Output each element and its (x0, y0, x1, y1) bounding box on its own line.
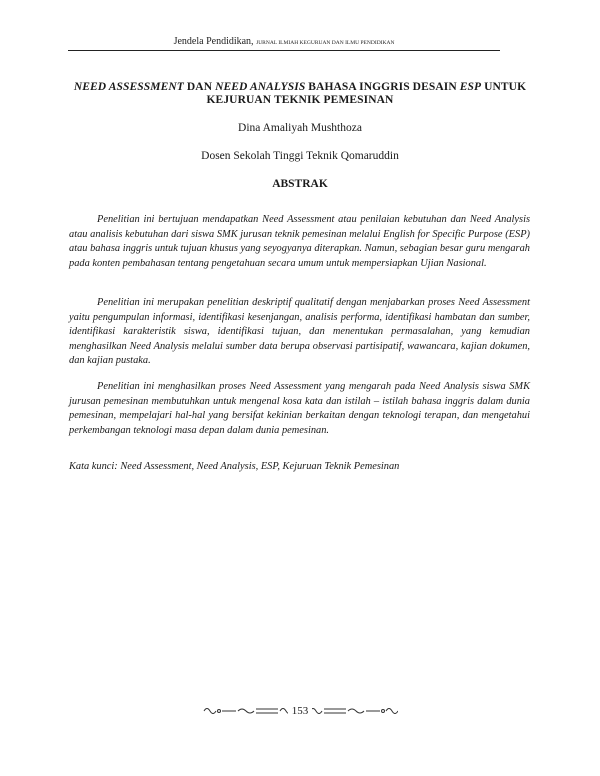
abstract-paragraph-text: Penelitian ini bertujuan mendapatkan Need Assessment atau penilaian kebutuhan dan Need Analysis atau analisis kebutuhan dari siswa SMK jurusan teknik pemesinan melalui English for Specific Purpose (ESP) atau bahasa inggris untuk tujuan khusus yang seyogyanya diterapkan. Namun, sebagian besar guru mengarah pada konten pembahasan tentang pengetahuan secara umum untuk mempersiapkan Ujian Nasional. (69, 214, 530, 269)
abstract-heading: ABSTRAK (272, 178, 328, 190)
running-header (68, 36, 500, 49)
title-need-assessment: NEED ASSESSMENT (73, 81, 184, 93)
journal-subtitle: JURNAL ILMIAH KEGURUAN DAN ILMU PENDIDIKAN (256, 40, 395, 46)
page-number: 153 (288, 704, 312, 718)
author-affiliation: Dosen Sekolah Tinggi Teknik Qomaruddin (201, 150, 399, 162)
title-dan: DAN (183, 81, 216, 93)
paper-title (68, 81, 532, 107)
title-end: UNTUK KEJURUAN TEKNIK PEMESINAN (206, 81, 527, 106)
abstract-paragraph (69, 380, 530, 438)
abstract-paragraph (69, 296, 530, 369)
title-need-analysis: NEED ANALYSIS (215, 81, 306, 93)
abstract-paragraph-text: Penelitian ini menghasilkan proses Need Assessment yang mengarah pada Need Analysis siswa SMK jurusan pemesinan membutuhkan untuk mengenal kosa kata dan istilah – istilah bahasa inggris dalam dunia pemesinan, mempelajari hal-hal yang bersifat kekinian berkaitan dengan teknologi terapan, dan mengetahui perkembangan teknologi masa depan dalam dunia pemesinan. (69, 381, 530, 436)
abstract-paragraph-text: Penelitian ini merupakan penelitian deskriptif qualitatif dengan menjabarkan proses Need Assessment yaitu pengumpulan informasi, identifikasi kesenjangan, analisis performa, identifikasi hambatan dan sumber, identifikasi karakteristik siswa, identifikasi tujuan, dan menentukan permasalahan, yang kemudian menghasilkan Need Analysis melalui sumber data berupa observasi partisipatif, wawancara, kajian dokumen, dan kajian pustaka. (69, 297, 530, 367)
header-rule (68, 50, 500, 51)
abstract-paragraph (69, 213, 530, 271)
title-middle: BAHASA INGGRIS DESAIN (305, 81, 460, 93)
keywords: Kata kunci: Need Assessment, Need Analysis, ESP, Kejuruan Teknik Pemesinan (69, 461, 400, 472)
author-name: Dina Amaliyah Mushthoza (238, 122, 362, 134)
journal-name: Jendela Pendidikan, (173, 36, 254, 47)
title-esp: ESP (459, 81, 482, 93)
